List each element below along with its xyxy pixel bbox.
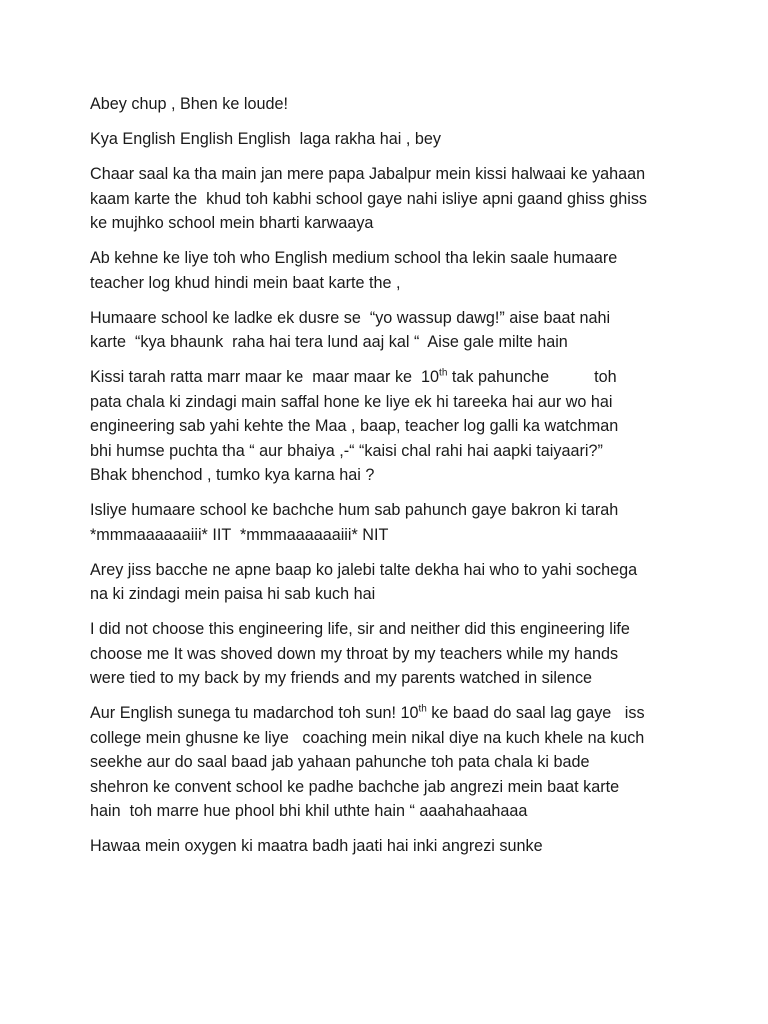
text-line: *mmmaaaaaaiii* IIT *mmmaaaaaaiii* NIT xyxy=(90,525,389,544)
text-line: Ab kehne ke liye toh who English medium school tha lekin saale humaare xyxy=(90,249,618,267)
text-line: Kya English English English laga rakha hai , bey xyxy=(90,130,441,148)
superscript: th xyxy=(418,703,427,715)
paragraph xyxy=(90,701,690,824)
text-line: na ki zindagi mein paisa hi sab kuch hai xyxy=(90,585,376,603)
paragraph xyxy=(90,617,690,691)
paragraph xyxy=(90,365,690,488)
text-line: choose me It was shoved down my throat by my teachers while my hands xyxy=(90,644,619,663)
text-line: Arey jiss bacche ne apne baap ko jalebi talte dekha hai who to yahi sochega xyxy=(90,560,638,579)
text-line: shehron ke convent school ke padhe bachche jab angrezi mein baat karte xyxy=(90,777,620,796)
text-line: Isliye humaare school ke bachche hum sab pahunch gaye bakron ki tarah xyxy=(90,501,619,519)
text-line: college mein ghusne ke liye coaching mein nikal diye na kuch khele na kuch xyxy=(90,728,645,747)
text-line: I did not choose this engineering life, sir and neither did this engineering life xyxy=(90,620,630,638)
paragraph xyxy=(90,162,690,236)
text-line: were tied to my back by my friends and my parents watched in silence xyxy=(90,669,593,687)
text-line: hain toh marre hue phool bhi khil uthte hain “ aaahahaahaaa xyxy=(90,802,528,820)
paragraph xyxy=(90,834,690,859)
paragraph xyxy=(90,306,690,355)
text-line: teacher log khud hindi mein baat karte the , xyxy=(90,273,401,292)
text-line: Bhak bhenchod , tumko kya karna hai ? xyxy=(90,466,375,484)
text-line: Abey chup , Bhen ke loude! xyxy=(90,95,288,113)
superscript: th xyxy=(439,367,448,379)
text-line: seekhe aur do saal baad jab yahaan pahunche toh pata chala ki bade xyxy=(90,753,590,771)
paragraph xyxy=(90,558,690,607)
text-line: pata chala ki zindagi main saffal hone ke liye ek hi tareeka hai aur wo hai xyxy=(90,392,613,411)
paragraph xyxy=(90,127,690,152)
text-line: Chaar saal ka tha main jan mere papa Jabalpur mein kissi halwaai ke yahaan xyxy=(90,165,646,183)
document-body xyxy=(90,92,690,869)
paragraph xyxy=(90,498,690,547)
text-line: engineering sab yahi kehte the Maa , baap, teacher log galli ka watchman xyxy=(90,417,619,435)
text-line: karte “kya bhaunk raha hai tera lund aaj kal “ Aise gale milte hain xyxy=(90,333,568,351)
text-line: Kissi tarah ratta marr maar ke maar maar ke 10th tak pahunche toh xyxy=(90,367,617,386)
text-line: Hawaa mein oxygen ki maatra badh jaati hai inki angrezi sunke xyxy=(90,837,543,855)
text-line: bhi humse puchta tha “ aur bhaiya ,-“ “kaisi chal rahi hai aapki taiyaari?” xyxy=(90,441,603,460)
paragraph xyxy=(90,92,690,117)
text-line: kaam karte the khud toh kabhi school gaye nahi isliye apni gaand ghiss ghiss xyxy=(90,189,648,208)
text-line: Aur English sunega tu madarchod toh sun! 10th ke baad do saal lag gaye iss xyxy=(90,703,645,722)
text-line: ke mujhko school mein bharti karwaaya xyxy=(90,214,374,232)
paragraph xyxy=(90,246,690,295)
text-line: Humaare school ke ladke ek dusre se “yo wassup dawg!” aise baat nahi xyxy=(90,308,611,327)
